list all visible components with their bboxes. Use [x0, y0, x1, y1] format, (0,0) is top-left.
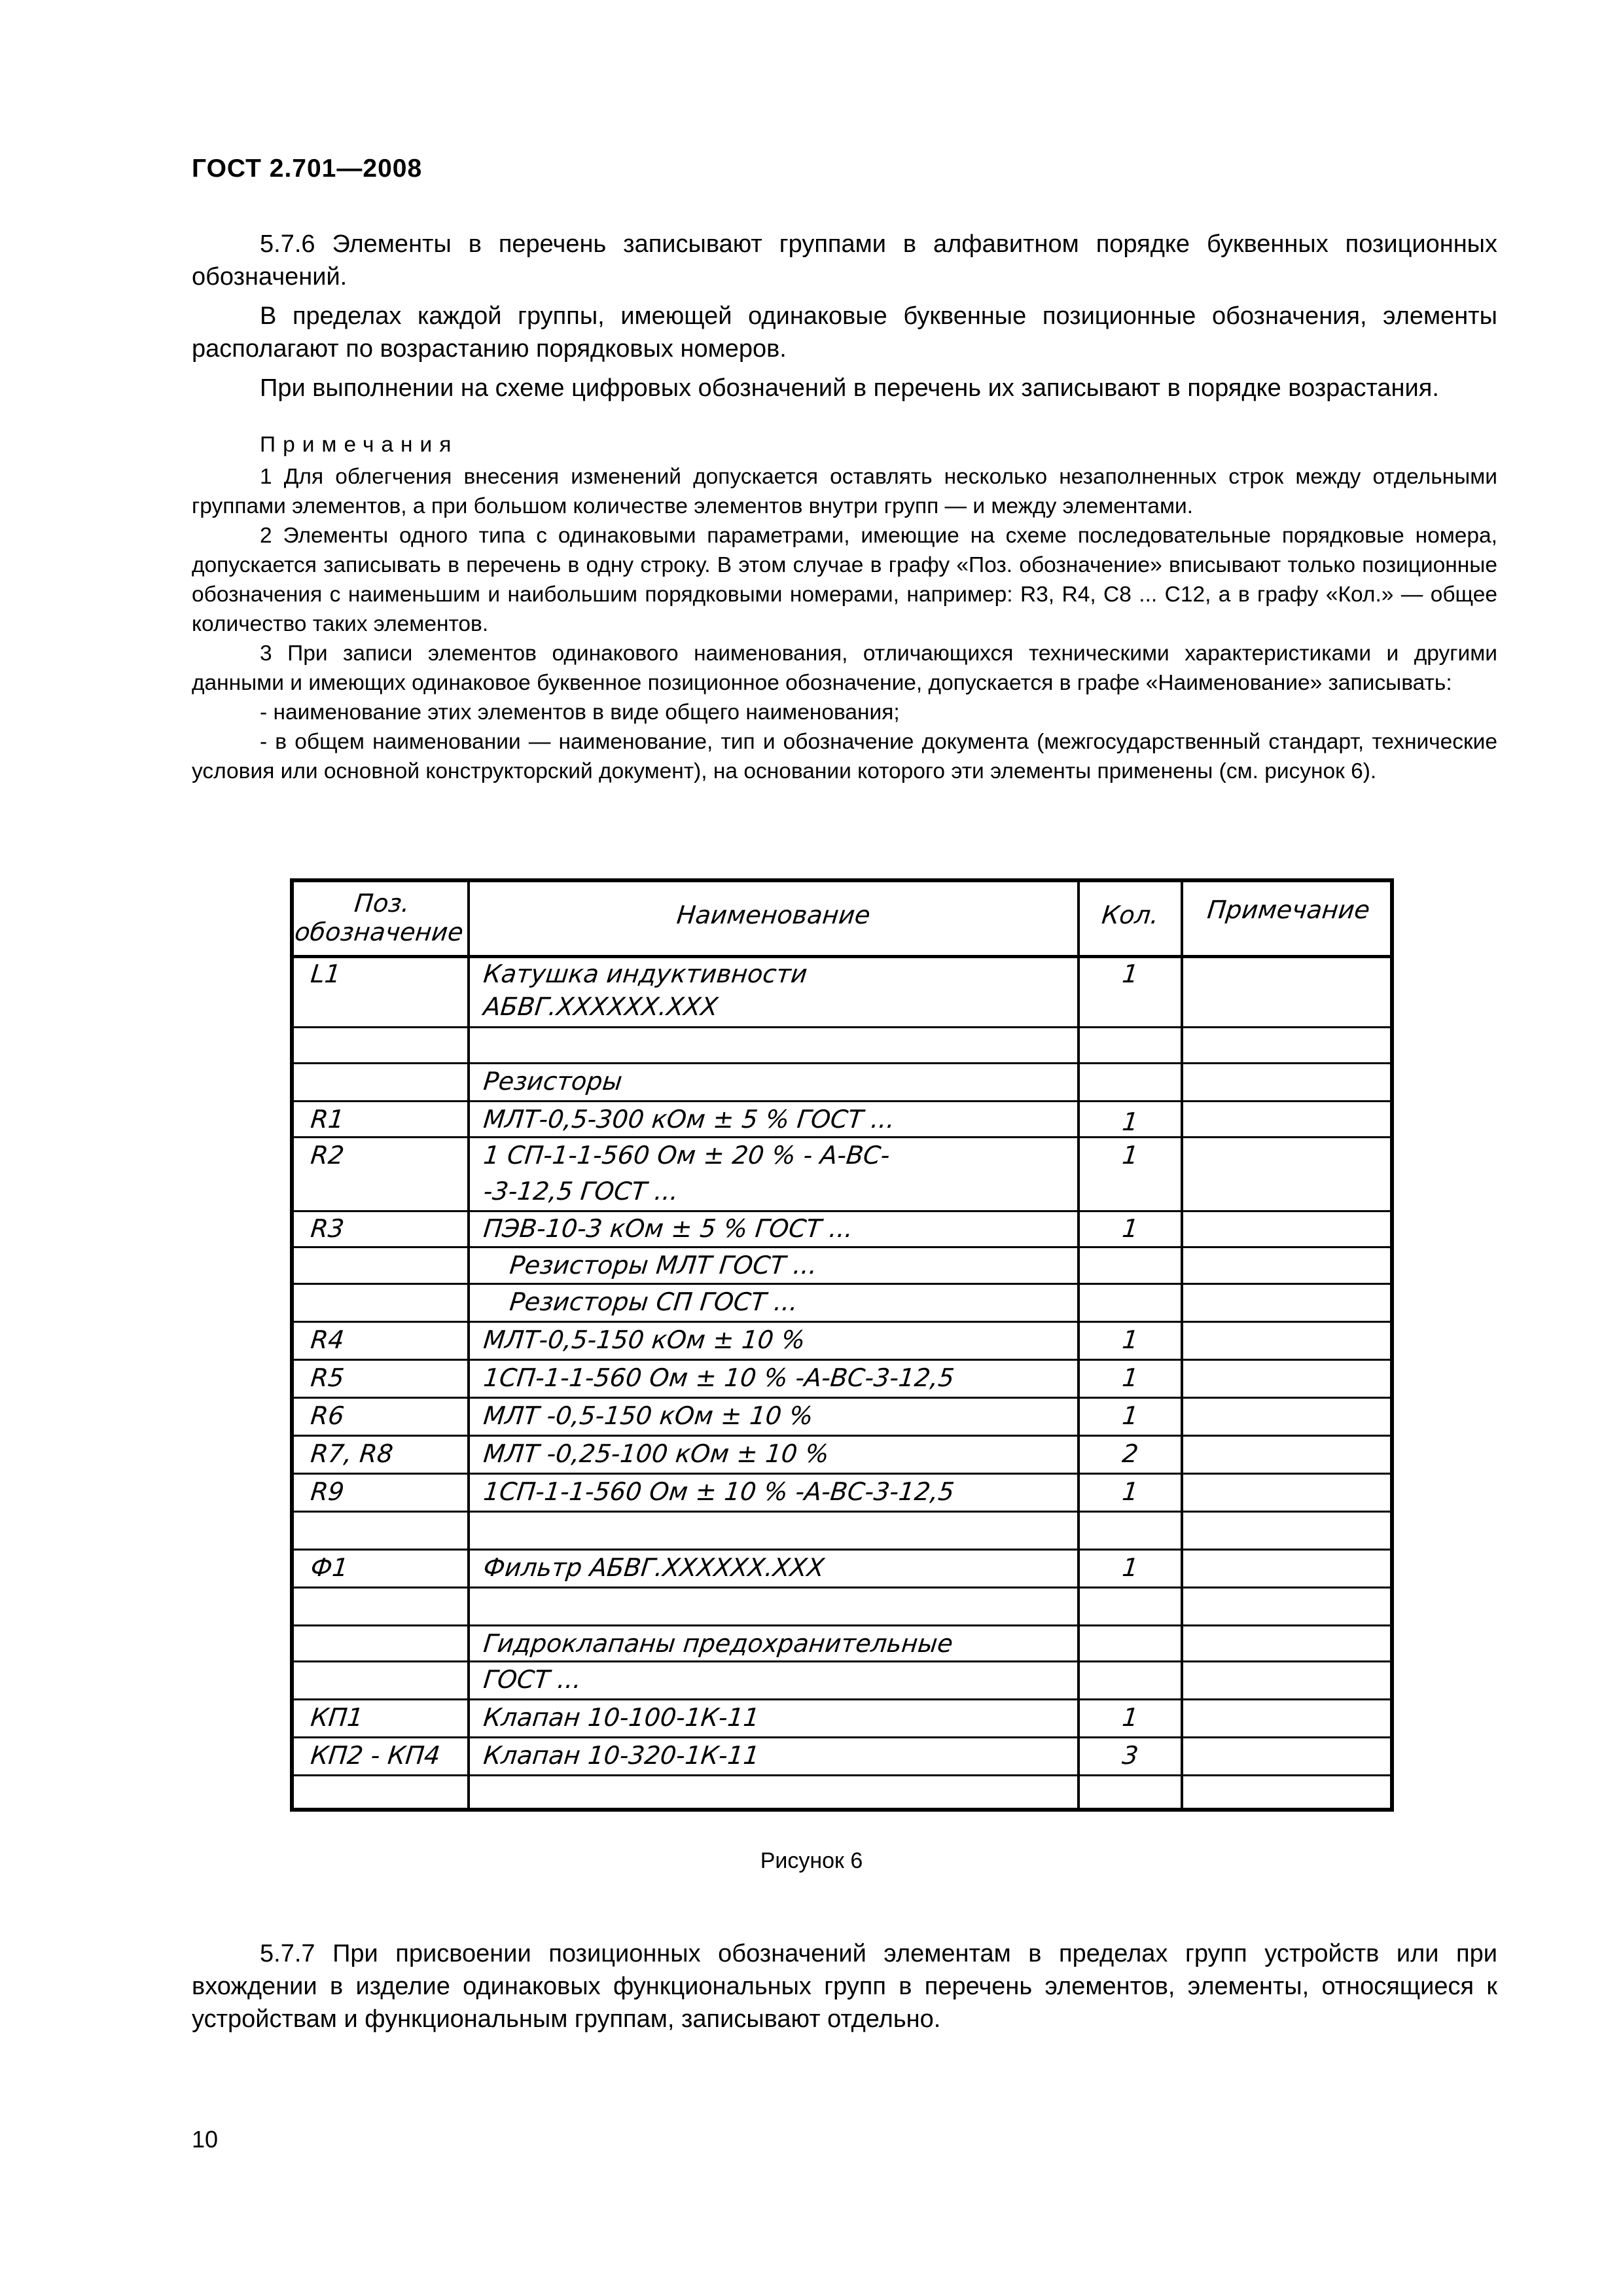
header-name: Наименование: [675, 901, 872, 929]
table-row-qty: 1: [1120, 1477, 1140, 1506]
table-row-name: МЛТ -0,25-100 кОм ± 10 %: [482, 1439, 830, 1468]
table-row-name: Катушка индуктивности: [482, 960, 809, 988]
row-divider: [294, 1283, 1390, 1285]
table-row-group-name: ГОСТ ...: [482, 1665, 583, 1694]
row-divider: [294, 1736, 1390, 1738]
paragraph-group-order: В пределах каждой группы, имеющей одинаковые буквенные позиционные обозначения, элементы располагают по возрастанию порядковых номеров.: [192, 302, 1497, 363]
header-qty: Кол.: [1100, 901, 1160, 929]
table-row-qty: 1: [1120, 1107, 1140, 1136]
table-row-qty: 1: [1120, 960, 1140, 988]
note-list-item-2: - в общем наименовании — наименование, тип и обозначение документа (межгосударственный стандарт, технические условия или основной конструкторский документ), на основании которого эти элементы применены (см. рисунок 6).: [192, 730, 1497, 783]
column-divider: [467, 882, 470, 1808]
table-row-qty: 3: [1120, 1741, 1140, 1770]
table-row-name: Фильтр АБВГ.XXXXXX.XXX: [482, 1553, 826, 1582]
table-row-pos: R6: [309, 1401, 346, 1430]
paragraph-5-7-7: 5.7.7 При присвоении позиционных обозначений элементам в пределах групп устройств или при вхождении в изделие одинаковых функциональных групп в перечень элементов, элементы, относящиеся к устройствам и функциональным группам, записывают отдельно.: [192, 1940, 1497, 2033]
table-row-name: Клапан 10-320-1К-11: [482, 1741, 761, 1770]
table-row-name: АБВГ.XXXXXX.XXX: [482, 992, 720, 1021]
table-row-pos: L1: [309, 960, 342, 988]
table-row-qty: 1: [1120, 1553, 1140, 1582]
column-divider: [1181, 882, 1183, 1808]
note-3: 3 При записи элементов одинакового наименования, отличающихся техническими характеристиками и другими данными и имеющих одинаковое буквенное позиционное обозначение, допускается в графе «Наименование» записывать:: [192, 641, 1497, 695]
table-row-pos: R2: [309, 1141, 346, 1170]
table-row-name: ПЭВ-10-3 кОм ± 5 % ГОСТ ...: [482, 1214, 855, 1243]
note-list-item-1: - наименование этих элементов в виде общего наименования;: [260, 700, 900, 725]
row-divider: [294, 1549, 1390, 1551]
table-row-pos: R3: [309, 1214, 346, 1243]
header-note: Примечание: [1205, 895, 1372, 924]
table-row-name: 1 СП-1-1-560 Ом ± 20 % - А-ВС-: [482, 1141, 891, 1170]
figure-caption: Рисунок 6: [760, 1848, 863, 1873]
row-divider: [294, 1397, 1390, 1399]
row-divider: [294, 1435, 1390, 1437]
row-divider: [294, 1587, 1390, 1588]
table-row-group-name: Резисторы МЛТ ГОСТ ...: [508, 1251, 819, 1280]
table-row-pos: R9: [309, 1477, 346, 1506]
table-row-qty: 1: [1120, 1703, 1140, 1732]
paragraph-bottom-block: [192, 1937, 1497, 2042]
elements-list-table: [290, 878, 1394, 1812]
header-pos: [291, 889, 470, 946]
table-row-group-name: Резисторы: [482, 1067, 624, 1096]
table-row-name: 1СП-1-1-560 Ом ± 10 % -А-ВС-3-12,5: [482, 1477, 956, 1506]
row-divider: [294, 1321, 1390, 1323]
note-1: 1 Для облегчения внесения изменений допускается оставлять несколько незаполненных строк между отдельными группами элементов, а при большом количестве элементов внутри групп — и между элементами.: [192, 465, 1497, 518]
table-row-name: МЛТ-0,5-150 кОм ± 10 %: [482, 1325, 807, 1354]
notes-block: [192, 430, 1497, 786]
table-row-name: -3-12,5 ГОСТ ...: [482, 1177, 680, 1206]
note-2: 2 Элементы одного типа с одинаковыми параметрами, имеющие на схеме последовательные порядковые номера, допускается записывать в перечень в одну строку. В этом случае в графу «Поз. обозначение» вписывают только позиционные обозначения с наименьшим и наибольшим порядковыми номерами, например: R3, R4, C8 ... C12, а в графу «Кол.» — общее количество таких элементов.: [192, 524, 1497, 636]
notes-title: Примечания: [260, 433, 459, 457]
table-row-pos: R4: [309, 1325, 346, 1354]
row-divider: [294, 1698, 1390, 1700]
paragraph-5-7-6: 5.7.6 Элементы в перечень записывают группами в алфавитном порядке буквенных позиционных обозначений.: [192, 230, 1497, 291]
header-pos-line2: обозначение: [293, 918, 465, 946]
table-row-qty: 2: [1120, 1439, 1140, 1468]
header-divider: [294, 955, 1390, 958]
table-row-pos: КП2 - КП4: [309, 1741, 442, 1770]
table-row-qty: 1: [1120, 1363, 1140, 1392]
paragraph-digit-order: При выполнении на схеме цифровых обозначений в перечень их записывают в порядке возрастания.: [260, 374, 1439, 402]
table-row-name: МЛТ-0,5-300 кОм ± 5 % ГОСТ ...: [482, 1105, 897, 1134]
document-header: ГОСТ 2.701—2008: [192, 154, 423, 183]
row-divider: [294, 1062, 1390, 1064]
table-row-pos: R7, R8: [309, 1439, 395, 1468]
page-number: 10: [192, 2126, 219, 2153]
table-row-group-name: Резисторы СП ГОСТ ...: [508, 1287, 800, 1316]
table-row-name: 1СП-1-1-560 Ом ± 10 % -А-ВС-3-12,5: [482, 1363, 956, 1392]
row-divider: [294, 1774, 1390, 1776]
row-divider: [294, 1026, 1390, 1028]
table-row-name: МЛТ -0,5-150 кОм ± 10 %: [482, 1401, 815, 1430]
table-row-qty: 1: [1120, 1214, 1140, 1243]
table-row-pos: Ф1: [309, 1553, 350, 1582]
row-divider: [294, 1511, 1390, 1513]
header-pos-line1: Поз.: [353, 889, 412, 918]
table-row-pos: КП1: [309, 1703, 365, 1732]
paragraphs-top: [192, 228, 1497, 411]
table-row-qty: 1: [1120, 1401, 1140, 1430]
table-row-name: Клапан 10-100-1К-11: [482, 1703, 761, 1732]
table-row-pos: R1: [309, 1105, 346, 1134]
table-row-qty: 1: [1120, 1141, 1140, 1170]
table-row-group-name: Гидроклапаны предохранительные: [482, 1629, 955, 1658]
table-row-qty: 1: [1120, 1325, 1140, 1354]
table-row-pos: R5: [309, 1363, 346, 1392]
